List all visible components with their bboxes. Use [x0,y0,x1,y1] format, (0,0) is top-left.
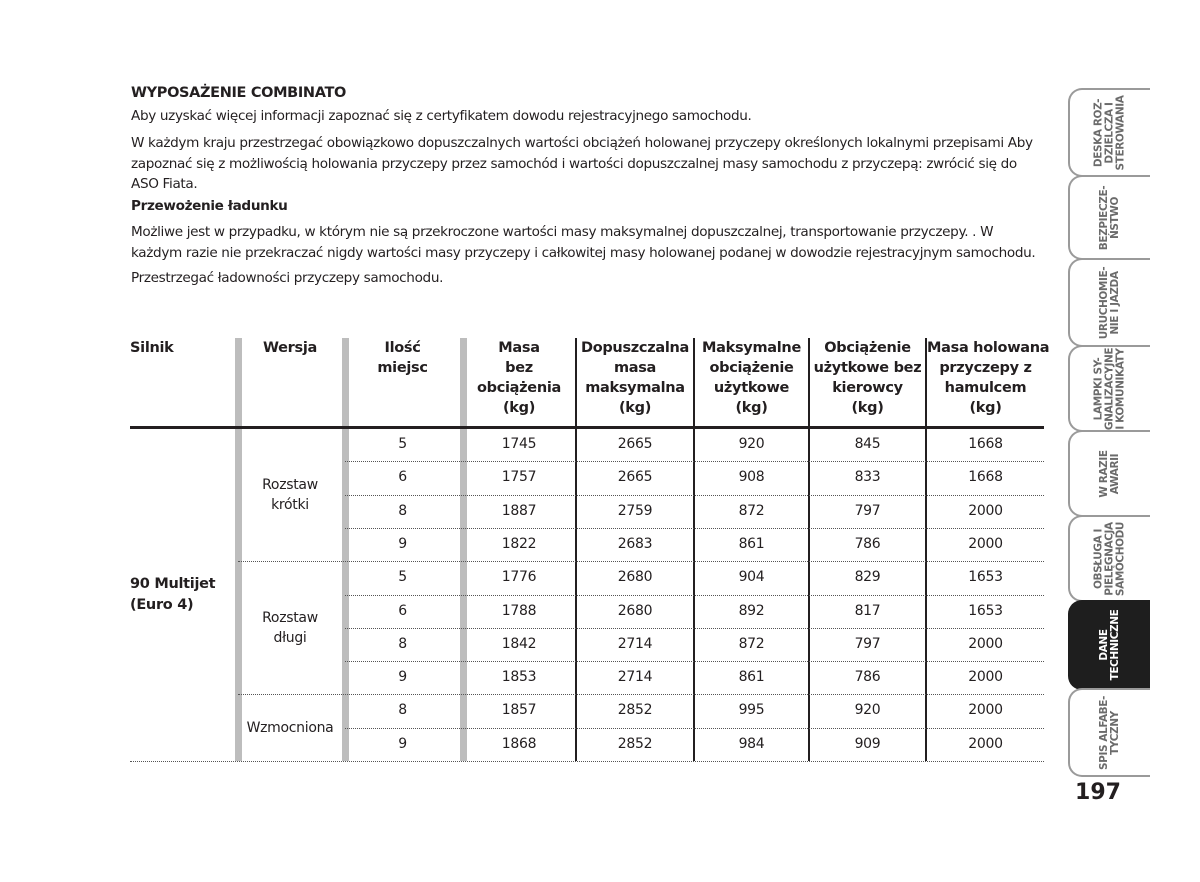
table-cell: 2714 [617,635,653,652]
table-cell: 9 [398,735,407,752]
table-cell: 872 [738,635,765,652]
table-cell: 786 [854,535,881,552]
side-tab-label: BEZPIECZE- ŃSTWO [1098,185,1121,250]
table-cell: 1868 [501,735,537,752]
table-cell: 8 [398,635,407,652]
table-cell: 2852 [617,735,653,752]
paragraph: Możliwe jest w przypadku, w którym nie są przekroczone wartości masy maksymalnej dopuszczalnej, transportowanie przyczepy. . W każdym razie nie przekraczać nigdy wartości masy przyczepy i całkowitej masy holowanej podanej w dowodzie rejestracyjnym samochodu. [131,224,1036,261]
version-label: Rozstaw długi [262,609,318,646]
table-cell: 2665 [617,436,653,452]
table-cell: 909 [854,735,881,752]
table-cell: 1853 [501,669,537,686]
table-cell: 1668 [968,436,1003,452]
side-tab[interactable] [1068,88,1150,177]
table-cell: 995 [738,702,765,719]
side-tab[interactable] [1068,175,1150,260]
table-cell: 829 [854,569,881,586]
table-cell: 1653 [968,569,1003,586]
column-header: Silnik [130,340,174,356]
table-cell: 1857 [501,702,537,719]
table-cell: 861 [738,535,765,552]
side-tab[interactable] [1068,258,1150,347]
side-tab[interactable] [1068,345,1150,432]
table-cell: 1757 [501,469,537,486]
table-cell: 1842 [501,635,537,652]
side-tab-label: URUCHOMIE- NIE I JAZDA [1098,266,1121,339]
table-cell: 872 [738,502,765,519]
table-cell: 1887 [501,502,537,519]
table-cell: 8 [398,502,407,519]
table-cell: 2665 [617,469,653,486]
side-tab[interactable] [1068,430,1150,517]
side-tab-label: DESKA ROZ- DZIELCZA I STEROWANIA [1092,95,1127,170]
table-cell: 2000 [968,635,1003,652]
table-cell: 920 [854,702,881,719]
table-cell: 1668 [968,469,1003,486]
table-cell: 786 [854,669,881,686]
side-tab[interactable] [1068,515,1150,602]
engine-label: 90 Multijet (Euro 4) [130,575,216,613]
table-cell: 2852 [617,702,653,719]
table-cell: 2680 [617,602,653,619]
column-divider [235,338,242,761]
column-header: Maksymalne obciążenie użytkowe (kg) [702,340,801,416]
paragraph: W każdym kraju przestrzegać obowiązkowo dopuszczalnych wartości obciążeń holowanej przyczepy określonych lokalnymi przepisami Aby zapoznać się z możliwością holowania przyczepy przez samochód i wartości dopuszczalnej masy samochodu z przyczepą: zwrócić się do ASO Fiata. [131,135,1033,192]
table-cell: 2000 [968,669,1003,686]
column-header: Wersja [262,340,318,356]
table-cell: 2680 [617,569,653,586]
table-bottom-rule [130,761,1044,762]
column-header: Dopuszczalna masa maksymalna (kg) [580,340,690,416]
table-cell: 1776 [501,569,537,586]
column-header: Masa bez obciążenia (kg) [476,340,562,416]
table-cell: 2714 [617,669,653,686]
table-cell: 9 [398,669,407,686]
table-cell: 904 [738,569,765,586]
table-cell: 2683 [617,535,653,552]
column-header: Obciążenie użytkowe bez kierowcy (kg) [813,340,922,416]
table-cell: 1653 [968,602,1003,619]
table-cell: 6 [398,469,407,486]
side-tab[interactable] [1068,688,1150,777]
side-tab-label: W RAZIE AWARII [1098,449,1121,498]
version-label: Rozstaw krótki [262,476,318,513]
table-cell: 2000 [968,735,1003,752]
version-label: Wzmocniona [246,719,334,736]
section-title: WYPOSAŻENIE COMBINATO [131,85,346,101]
paragraph: Przestrzegać ładowności przyczepy samochodu. [131,270,444,286]
side-tab-label: SPIS ALFABE- TYCZNY [1098,695,1121,770]
table-cell: 833 [854,469,881,486]
table-cell: 797 [854,635,881,652]
side-tab-label: DANE TECHNICZNE [1098,609,1121,681]
specs-table [130,338,1050,763]
table-cell: 892 [738,602,765,619]
subsection-title: Przewożenie ładunku [131,198,288,214]
table-cell: 817 [854,602,881,619]
page-number: 197 [1075,780,1121,805]
side-tab-label: LAMPKI SY- GNALIZACYJNE I KOMUNIKATY [1092,347,1127,430]
table-cell: 797 [854,502,881,519]
paragraph: Aby uzyskać więcej informacji zapoznać się z certyfikatem dowodu rejestracyjnego samochodu. [131,108,752,124]
table-cell: 8 [398,702,407,719]
table-cell: 2000 [968,535,1003,552]
table-cell: 920 [738,436,765,452]
table-cell: 2759 [617,502,653,519]
table-cell: 9 [398,535,407,552]
column-header: Ilość miejsc [377,340,428,376]
table-cell: 908 [738,469,765,486]
side-tab-label: OBSŁUGA I PIELĘGNACJA SAMOCHODU [1092,521,1127,596]
table-cell: 5 [398,436,407,452]
table-cell: 845 [854,436,881,452]
table-cell: 861 [738,669,765,686]
table-cell: 984 [738,735,765,752]
table-cell: 2000 [968,702,1003,719]
table-cell: 1745 [501,436,537,452]
column-header: Masa holowana przyczepy z hamulcem (kg) [927,340,1050,416]
table-cell: 1822 [501,535,537,552]
side-tab[interactable] [1068,600,1150,690]
table-cell: 2000 [968,502,1003,519]
table-cell: 5 [398,569,407,586]
table-cell: 1788 [501,602,537,619]
table-cell: 6 [398,602,407,619]
